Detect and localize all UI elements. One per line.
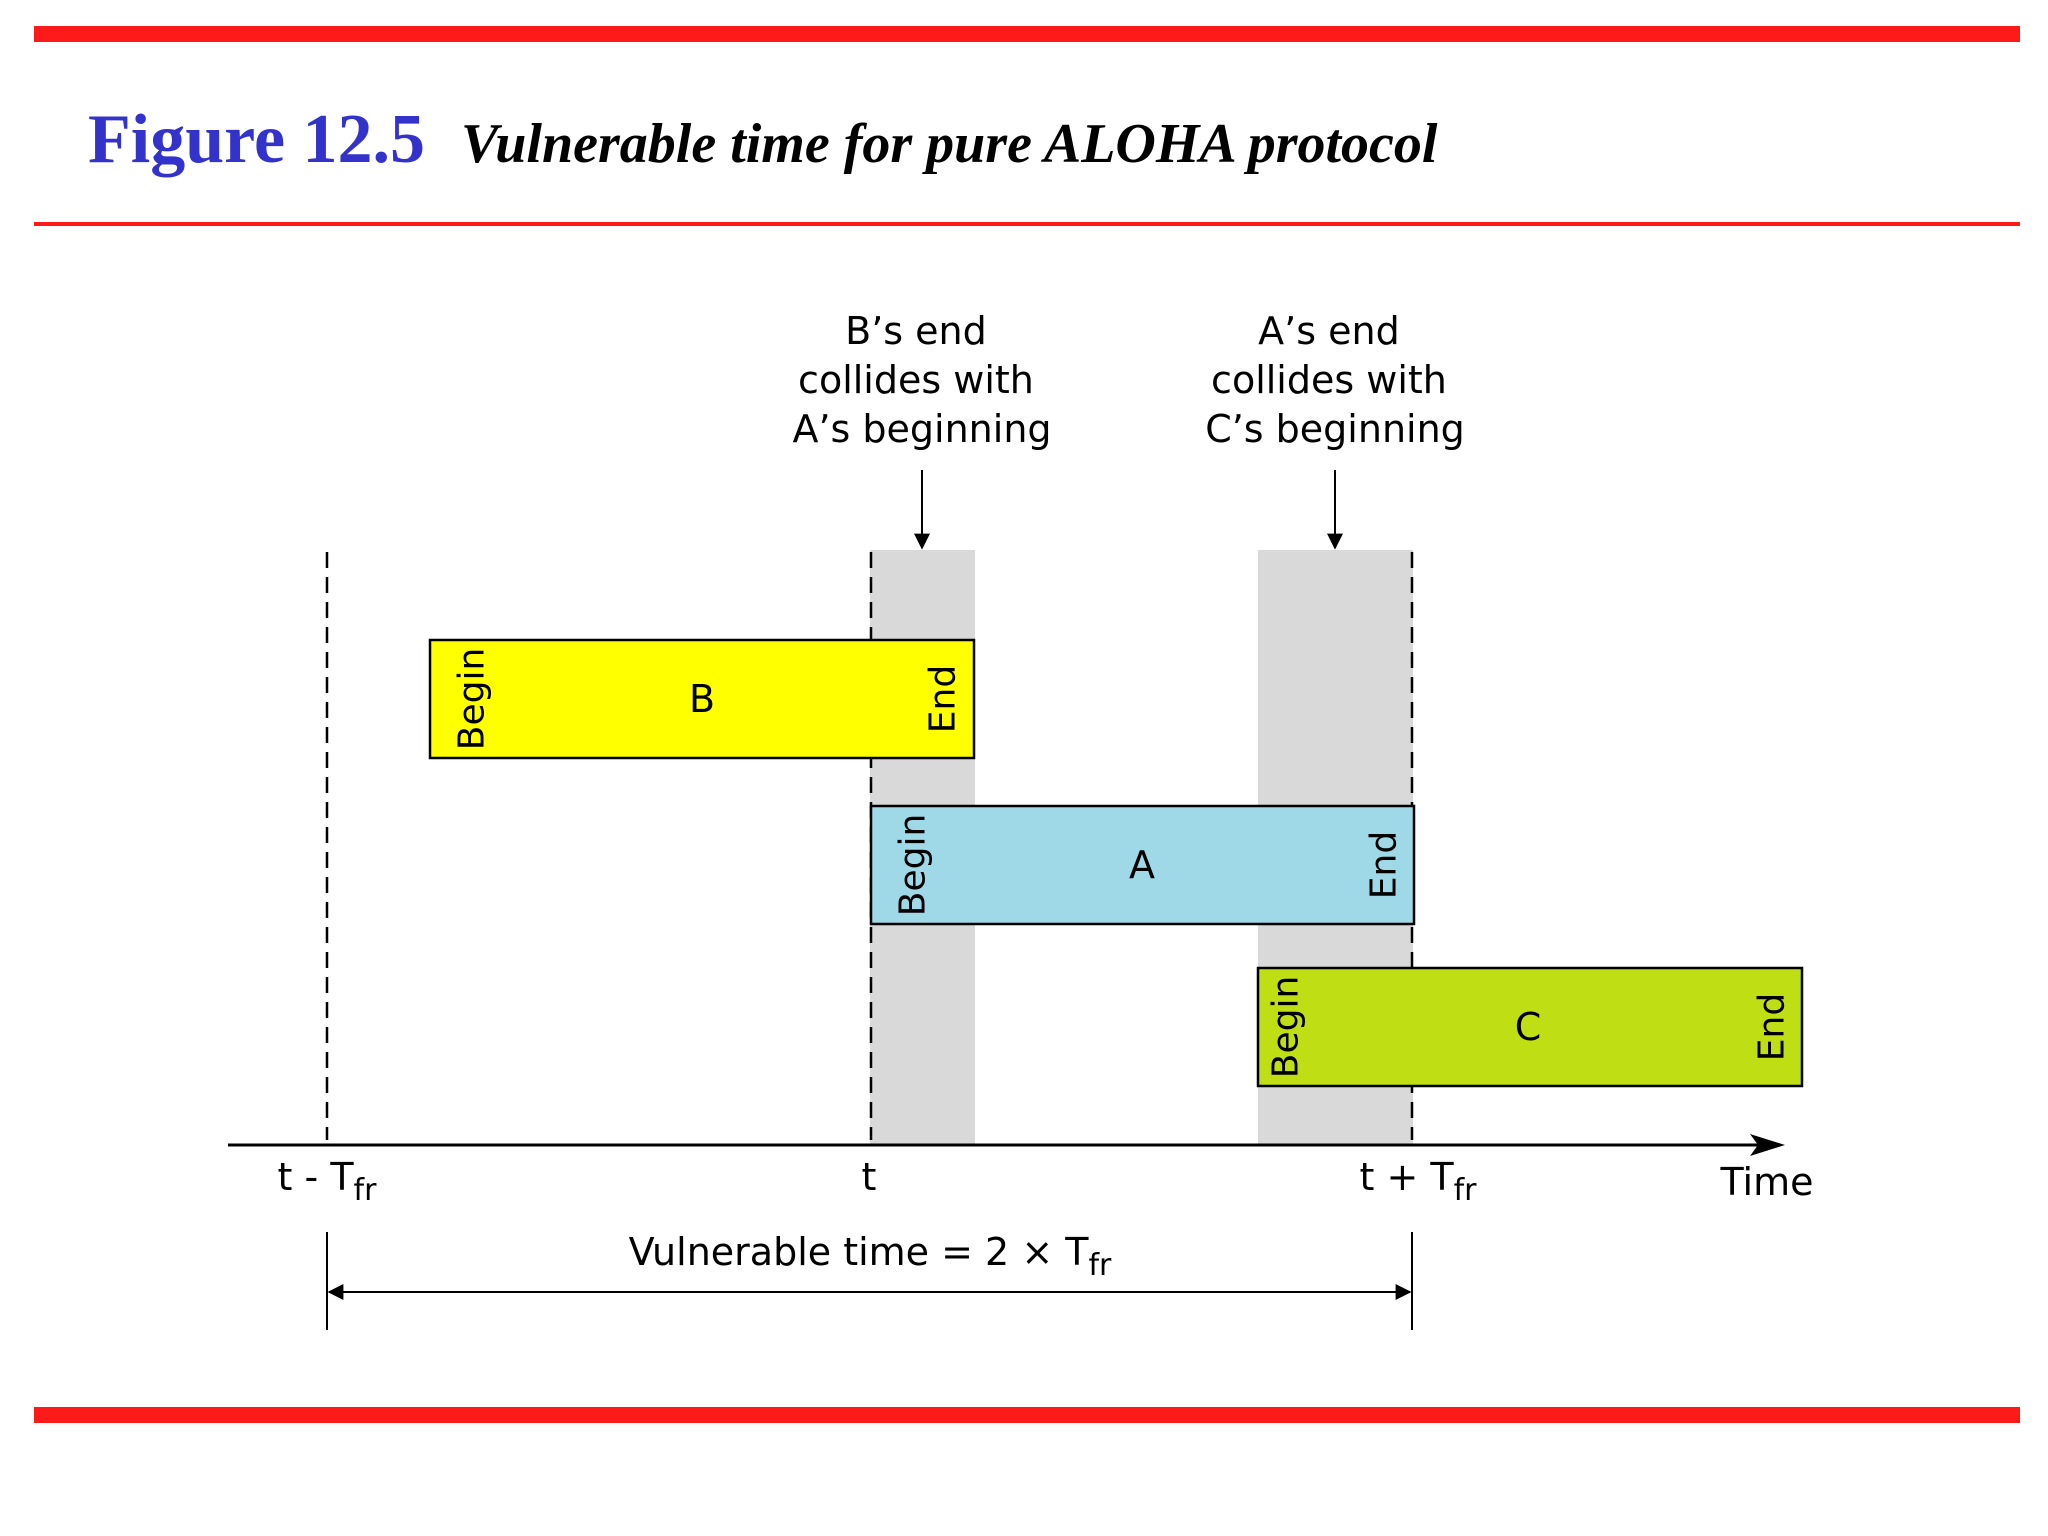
tick-label-t: t — [861, 1155, 877, 1199]
time-axis-label: Time — [1720, 1160, 1814, 1204]
frame-b-end: End — [922, 664, 964, 734]
figure-caption: Vulnerable time for pure ALOHA protocol — [461, 113, 1438, 175]
frame-c-label: C — [1514, 1005, 1542, 1049]
frame-a-label: A — [1129, 843, 1155, 887]
frame-b-begin: Begin — [451, 647, 493, 751]
frame-a-begin: Begin — [892, 813, 934, 917]
callout-b-end: B’s end collides with A’s beginning — [792, 309, 1052, 451]
frame-a — [871, 806, 1414, 924]
frame-c — [1258, 968, 1802, 1086]
tick-label-t-plus-tfr: $t + T_{fr}$ — [1359, 1155, 1477, 1208]
bottom-rule — [34, 1407, 2020, 1423]
frame-b-label: B — [688, 677, 716, 721]
figure-number: Figure 12.5 — [88, 101, 426, 178]
frame-a-end: End — [1363, 830, 1405, 900]
tick-label-t-minus-tfr: t - $T_{fr}$ — [277, 1155, 377, 1208]
frame-b — [430, 640, 974, 758]
frame-c-end: End — [1751, 992, 1793, 1062]
vulnerable-time-label: Vulnerable time = $2 \times T_{fr}$ — [628, 1230, 1112, 1283]
callout-a-end: A’s end collides with C’s beginning — [1205, 309, 1465, 451]
frame-c-begin: Begin — [1265, 975, 1307, 1079]
